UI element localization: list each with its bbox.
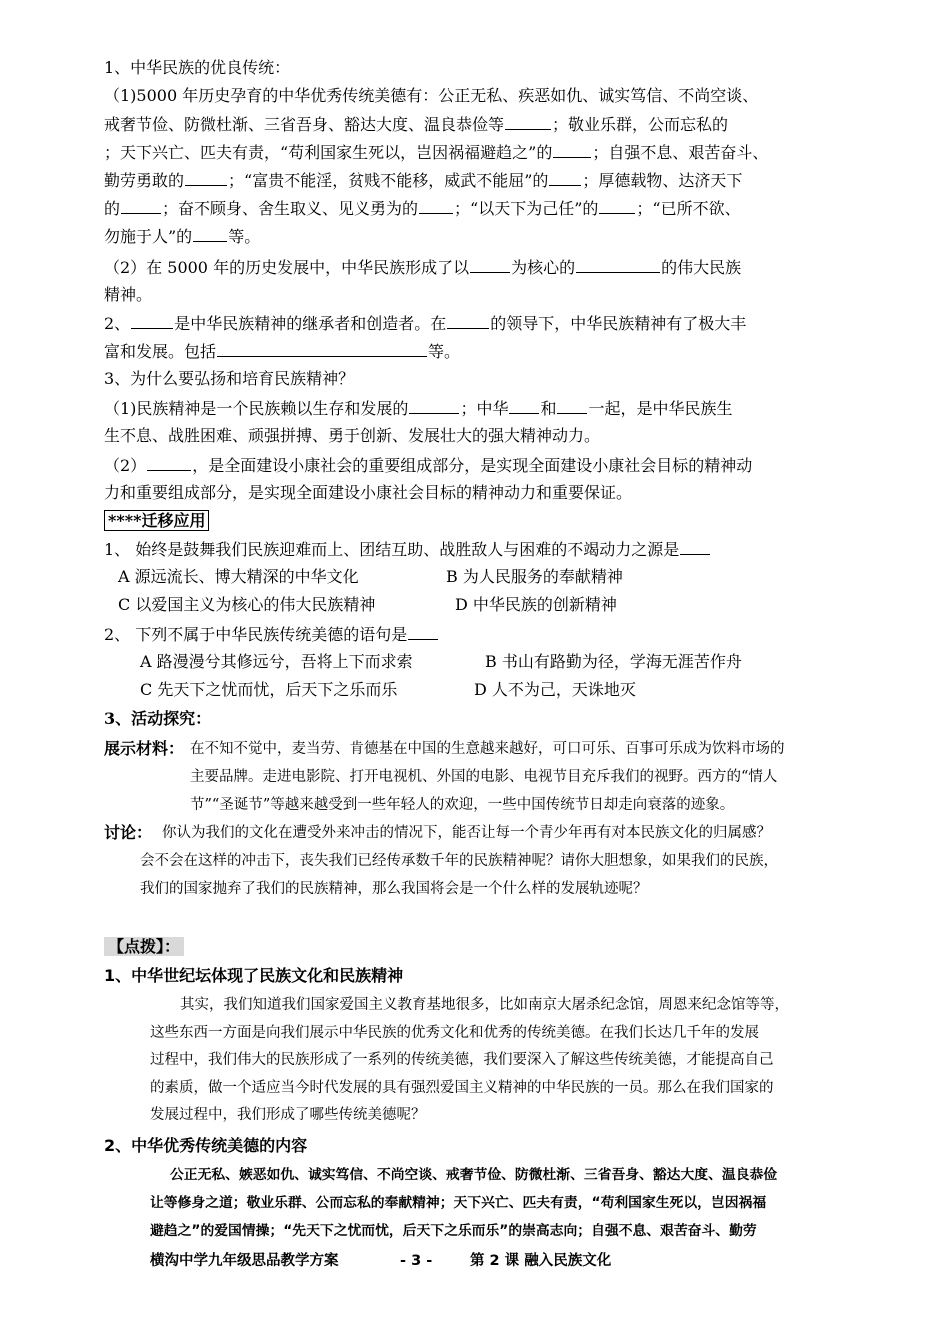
discussion-label: 讨论： [104,823,153,842]
footer-page-number: - 3 - [400,1253,433,1269]
tips-title-text: 【点拨】： [104,937,184,956]
discussion-line3: 我们的国家抛弃了我们的民族精神，那么我国将会是一个什么样的发展轨迹呢？ [140,881,648,897]
text: 勤劳勇敢的 [104,171,185,190]
question-2 [104,622,439,647]
tips-h1-line1: 其实，我们知道我们国家爱国主义教育基地很多，比如南京大屠杀纪念馆，周恩来纪念馆等等， [180,997,789,1013]
q2-option-a: A 路漫漫兮其修远兮，吾将上下而求索 [140,652,413,671]
text: （2）在 5000 年的历史发展中，中华民族形成了以 [104,258,470,277]
fill-blank[interactable] [509,396,539,414]
fill-blank[interactable] [557,396,587,414]
text: 勿施于人”的 [104,227,193,246]
section1-p2-line2: 精神。 [104,285,153,304]
section2-line1 [104,311,746,336]
discussion-line2: 会不会在这样的冲击下，丧失我们已经传承数千年的民族精神呢？请你大胆想象，如果我们的民族， [140,853,778,869]
text: 是中华民族精神的继承者和创造者。在 [174,314,447,333]
text: （1)民族精神是一个民族赖以生存和发展的 [104,399,409,418]
fill-blank[interactable] [131,311,173,329]
tips-heading-2: 2、中华优秀传统美德的内容 [104,1136,308,1155]
fill-blank[interactable] [121,196,161,214]
text: 的领导下，中华民族精神有了极大丰 [490,314,747,333]
fill-blank[interactable] [599,196,635,214]
tips-title [104,935,184,959]
text: 一起，是中华民族生 [588,399,733,418]
fill-blank[interactable] [193,224,227,242]
text: 戒奢节俭、防微杜渐、三省吾身、豁达大度、温良恭俭等 [104,115,505,134]
fill-blank[interactable] [419,196,453,214]
text: ；敬业乐群，公而忘私的 [552,115,729,134]
material-label: 展示材料： [104,739,185,758]
section3-p2-line2: 力和重要组成部分，是实现全面建设小康社会目标的精神动力和重要保证。 [104,483,633,502]
fill-blank[interactable] [147,453,191,471]
tips-h1-line4: 的素质，做一个适应当今时代发展的具有强烈爱国主义精神的中华民族的一员。那么在我们国家的 [150,1080,774,1096]
question-1 [104,537,711,562]
material-line1: 在不知不觉中，麦当劳、肯德基在中国的生意越来越好，可口可乐、百事可乐成为饮料市场的 [190,741,785,757]
text: 2、 [104,314,131,333]
text: 的伟大民族 [661,258,742,277]
section1-p1-line3 [104,140,768,165]
transfer-title-text: ****迁移应用 [104,510,209,531]
fill-blank[interactable] [680,537,710,555]
transfer-title [104,509,209,533]
text: 1、 始终是鼓舞我们民族迎难而上、团结互助、战胜敌人与困难的不竭动力之源是 [104,540,680,559]
section3-p2-line1 [104,453,752,478]
text: 2、 下列不属于中华民族传统美德的语句是 [104,625,408,644]
text: ；“富贵不能淫，贫贱不能移，威武不能屈”的 [228,171,549,190]
tips-h1-line3: 过程中，我们伟大的民族形成了一系列的传统美德，我们要深入了解这些传统美德，才能提高自己 [150,1052,774,1068]
q2-option-c: C 先天下之忧而忧，后天下之乐而乐 [140,680,398,699]
fill-blank[interactable] [576,255,660,273]
text: ；“已所不欲、 [636,199,741,218]
text: ；奋不顾身、舍生取义、见义勇为的 [162,199,419,218]
material-line3: 节”“圣诞节”等越来越受到一些年轻人的欢迎，一些中国传统节日却走向衰落的迹象。 [190,797,735,813]
fill-blank[interactable] [505,112,551,130]
tips-h2-line2: 让等修身之道；敬业乐群、公而忘私的奉献精神；天下兴亡、匹夫有责，“苟利国家生死以，岂因祸福 [150,1195,767,1211]
q1-option-d: D 中华民族的创新精神 [455,595,617,614]
text: ；厚德载物、达济天下 [582,171,743,190]
fill-blank[interactable] [447,311,489,329]
section1-p2-line1 [104,255,741,280]
text: ；天下兴亡、匹夫有责，“苟利国家生死以，岂因祸福避趋之”的 [104,143,553,162]
text: （2） [104,456,147,475]
section1-p1-line5 [104,196,741,221]
text: ，是全面建设小康社会的重要组成部分，是实现全面建设小康社会目标的精神动 [192,456,753,475]
footer-school: 横沟中学九年级思品教学方案 [150,1253,339,1269]
fill-blank[interactable] [549,168,581,186]
section3-heading: 3、为什么要弘扬和培育民族精神？ [104,369,355,388]
text: 和 [540,399,557,418]
text: 为核心的 [511,258,576,277]
section1-p1-line4 [104,168,742,193]
q1-option-c: C 以爱国主义为核心的伟大民族精神 [118,595,376,614]
material-line2: 主要品牌。走进电影院、打开电视机、外国的电影、电视节目充斥我们的视野。西方的“情人 [190,769,778,785]
text: ；中华 [460,399,509,418]
tips-h1-line5: 发展过程中，我们形成了哪些传统美德呢？ [150,1107,426,1123]
text: 等。 [228,227,261,246]
fill-blank[interactable] [409,396,459,414]
section2-line2 [104,339,460,364]
question-3: 3、活动探究： [104,709,212,728]
tips-h2-line1: 公正无私、嫉恶如仇、诚实笃信、不尚空谈、戒奢节俭、防微杜渐、三省吾身、豁达大度、温良恭俭 [170,1167,778,1183]
footer-lesson: 第 2 课 融入民族文化 [470,1253,612,1269]
section1-p1-line6 [104,224,260,249]
tips-heading-1: 1、中华世纪坛体现了民族文化和民族精神 [104,966,404,985]
fill-blank[interactable] [470,255,510,273]
tips-h1-line2: 这些东西一方面是向我们展示中华民族的优秀文化和优秀的传统美德。在我们长达几千年的发展 [150,1025,759,1041]
discussion-line1: 你认为我们的文化在遭受外来冲击的情况下，能否让每一个青少年再有对本民族文化的归属感？ [162,825,771,841]
q2-option-d: D 人不为己，天诛地灭 [474,680,636,699]
q1-option-b: B 为人民服务的奉献精神 [446,567,623,586]
text: 富和发展。包括 [104,342,217,361]
text: 的 [104,199,121,218]
text: 等。 [428,342,461,361]
text: ；自强不息、艰苦奋斗、 [592,143,769,162]
fill-blank[interactable] [217,339,427,357]
q2-option-b: B 书山有路勤为径，学海无涯苦作舟 [485,652,742,671]
section1-p1-line1: （1)5000 年历史孕育的中华优秀传统美德有：公正无私、疾恶如仇、诚实笃信、不尚空谈、 [104,86,759,105]
fill-blank[interactable] [553,140,591,158]
section1-p1-line2 [104,112,728,137]
fill-blank[interactable] [408,622,438,640]
text: ；“以天下为己任”的 [454,199,599,218]
section3-p1-line2: 生不息、战胜困难、顽强拼搏、勇于创新、发展壮大的强大精神动力。 [104,426,601,445]
tips-h2-line3: 避趋之”的爱国情操；“先天下之忧而忧，后天下之乐而乐”的崇高志向；自强不息、艰苦奋斗、勤劳 [150,1223,757,1239]
q1-option-a: A 源远流长、博大精深的中华文化 [118,567,359,586]
section3-p1-line1 [104,396,732,421]
section1-heading: 1、中华民族的优良传统： [104,58,291,77]
fill-blank[interactable] [185,168,227,186]
